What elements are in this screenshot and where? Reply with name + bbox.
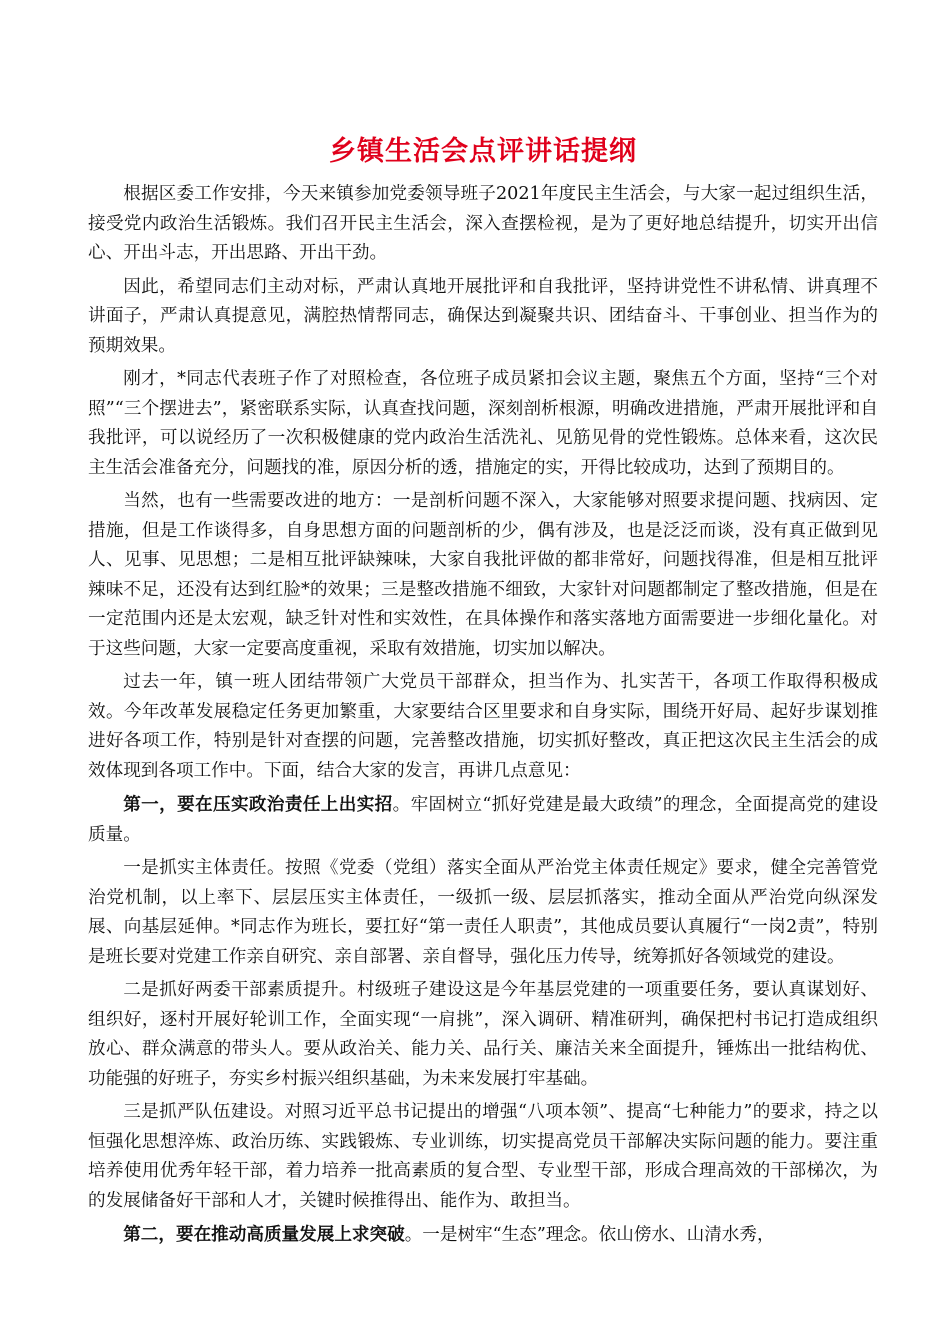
- paragraph-text: 当然，也有一些需要改进的地方：一是剖析问题不深入，大家能够对照要求提问题、找病因、定措施，但是工作谈得多，自身思想方面的问题剖析的少，偶有涉及，也是泛泛而谈，没有真正做到见人、见事、见思想；二是相互批评缺辣味，大家自我批评做的都非常好，问题找得准，但是相互批评辣味不足，还没有达到红脸*的效果；三是整改措施不细致，大家针对问题都制定了整改措施，但是在一定范围内还是太宏观，缺乏针对性和实效性，在具体操作和落实落地方面需要进一步细化量化。对于这些问题，大家一定要高度重视，采取有效措施，切实加以解决。: [88, 491, 878, 659]
- paragraph: [88, 273, 878, 362]
- paragraph: [88, 487, 878, 664]
- paragraph: [88, 1098, 878, 1216]
- paragraph: [88, 976, 878, 1094]
- section-heading: 第一，要在压实政治责任上出实招: [123, 794, 393, 815]
- document-page: [88, 132, 878, 1255]
- paragraph-text: 三是抓严队伍建设。对照习近平总书记提出的增强“八项本领”、提高“七种能力”的要求，持之以恒强化思想淬炼、政治历练、实践锻炼、专业训练，切实提高党员干部解决实际问题的能力。要注重培养使用优秀年轻干部，着力培养一批高素质的复合型、专业型干部，形成合理高效的干部梯次，为的发展储备好干部和人才，关键时候推得出、能作为、敢担当。: [88, 1102, 878, 1211]
- paragraph-text: 因此，希望同志们主动对标，严肃认真地开展批评和自我批评，坚持讲党性不讲私情、讲真理不讲面子，严肃认真提意见，满腔热情帮同志，确保达到凝聚共识、团结奋斗、干事创业、担当作为的预期效果。: [88, 276, 878, 356]
- document-title: 乡镇生活会点评讲话提纲: [329, 136, 637, 167]
- paragraph-text: 根据区委工作安排，今天来镇参加党委领导班子2021年度民主生活会，与大家一起过组织生活，接受党内政治生活锻炼。我们召开民主生活会，深入查摆检视，是为了更好地总结提升，切实开出信心、开出斗志，开出思路、开出干劲。: [88, 184, 878, 263]
- section-paragraph: [88, 790, 878, 850]
- paragraph: [88, 180, 878, 269]
- section-heading: 第二，要在推动高质量发展上求突破: [123, 1224, 405, 1245]
- paragraph-text: 。一是树牢“生态”理念。依山傍水、山清水秀，: [404, 1225, 775, 1245]
- paragraph: [88, 365, 878, 483]
- paragraph: [88, 854, 878, 972]
- section-paragraph: [88, 1220, 878, 1251]
- paragraph-text: 二是抓好两委干部素质提升。村级班子建设这是今年基层党建的一项重要任务，要认真谋划好、组织好，逐村开展好轮训工作，全面实现“一肩挑”，深入调研、精准研判，确保把村书记打造成组织放心、群众满意的带头人。要从政治关、能力关、品行关、廉洁关来全面提升，锤炼出一批结构优、功能强的好班子，夯实乡村振兴组织基础，为未来发展打牢基础。: [88, 980, 878, 1089]
- paragraph-text: 刚才，*同志代表班子作了对照检查，各位班子成员紧扣会议主题，聚焦五个方面，坚持“三个对照”“三个摆进去”，紧密联系实际，认真查找问题，深刻剖析根源，明确改进措施，严肃开展批评和自我批评，可以说经历了一次积极健康的党内政治生活洗礼、见筋见骨的党性锻炼。总体来看，这次民主生活会准备充分，问题找的准，原因分析的透，措施定的实，开得比较成功，达到了预期目的。: [88, 369, 878, 478]
- paragraph: [88, 668, 878, 786]
- paragraph-text: 过去一年，镇一班人团结带领广大党员干部群众，担当作为、扎实苦干，各项工作取得积极成效。今年改革发展稳定任务更加繁重，大家要结合区里要求和自身实际，围绕开好局、起好步谋划推进好各项工作，特别是针对查摆的问题，完善整改措施，切实抓好整改，真正把这次民主生活会的成效体现到各项工作中。下面，结合大家的发言，再讲几点意见：: [88, 672, 878, 781]
- paragraph-text: 一是抓实主体责任。按照《党委（党组）落实全面从严治党主体责任规定》要求，健全完善管党治党机制，以上率下、层层压实主体责任，一级抓一级、层层抓落实，推动全面从严治党向纵深发展、向基层延伸。*同志作为班长，要扛好“第一责任人职责”，其他成员要认真履行“一岗2责”，特别是班长要对党建工作亲自研究、亲自部署、亲自督导，强化压力传导，统筹抓好各领域党的建设。: [88, 858, 878, 967]
- paragraph-text: 。牢固树立“抓好党建是最大政绩”的理念，全面提高党的建设质量。: [88, 795, 878, 845]
